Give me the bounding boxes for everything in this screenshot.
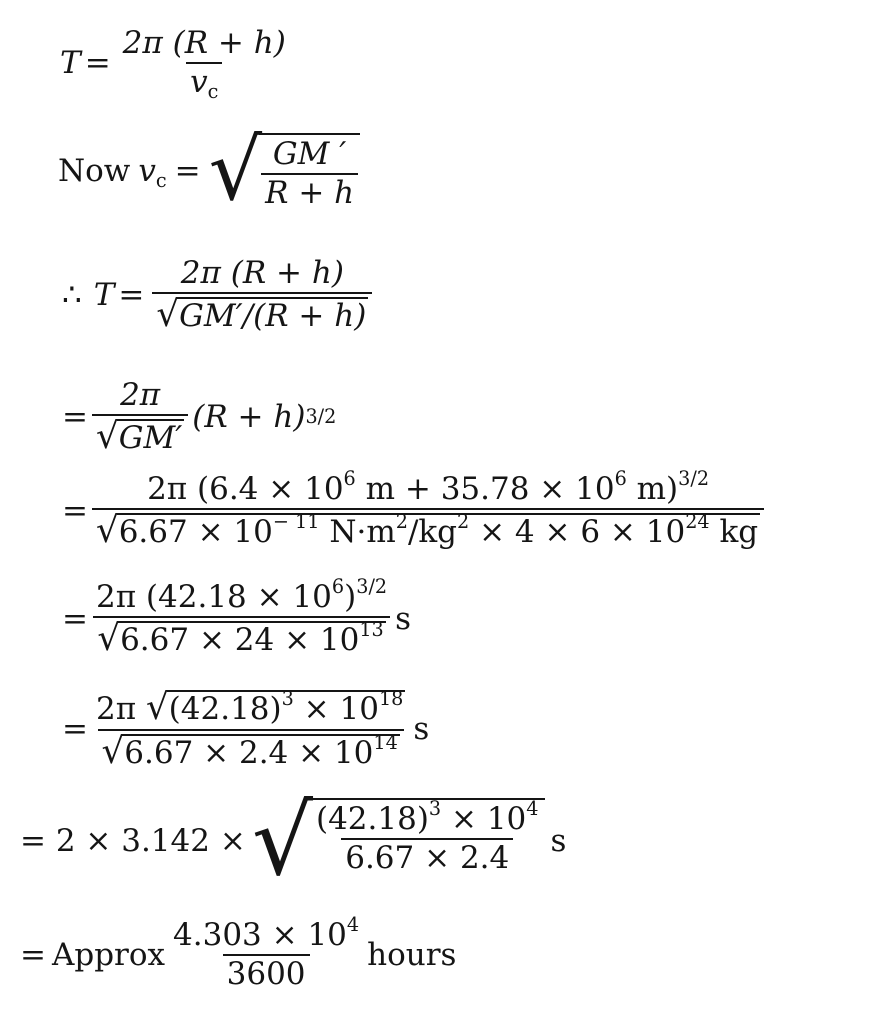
equation-numeric-substitution [62,467,768,551]
equation-orbital-velocity [58,121,360,219]
numerator: 2π (R + h) [180,255,344,291]
equation-period-substituted [62,255,376,335]
sqrt-icon: √ [95,510,119,551]
denominator: √ $6.67 \times 24 \times 10^{13}$ [93,616,389,657]
equation-result [20,913,457,992]
numerator: GM ′ [272,136,347,172]
numerator: $4.303 \times 10^4$ [173,913,360,953]
fraction [169,913,363,992]
numerator: $(42.18)^3 \times 10^4$ [315,797,539,837]
fraction [92,687,409,772]
equation-step-7 [62,687,430,772]
denominator: √ GM′ [92,414,188,455]
equals-sign: = [62,492,88,529]
sqrt-icon: √ [208,121,263,219]
equals-sign: = [62,600,88,637]
sqrt-icon: √ [97,618,121,659]
equals-sign: = [84,44,111,81]
fraction [92,467,764,551]
numerator: 2π [120,377,161,413]
unit-hours: hours [367,936,457,973]
denominator: R + h [261,173,358,209]
denominator: $v_c$ [186,62,222,98]
fraction [152,255,372,335]
denominator: √ $6.67 \times 10^{- 11}$ $N\cdot m^2/kg^2 \times 4 \times 6 \times 10^{24}$ kg [92,508,764,549]
unit-seconds: s [550,822,567,859]
sqrt-icon: √ [95,416,119,457]
denominator: √ GM′/(R + h) [152,292,372,333]
fraction [92,575,391,659]
word-approx: Approx [51,936,166,973]
square-root [251,785,545,897]
equals-sign: = [62,398,88,435]
unit-seconds: s [413,711,430,748]
equals-sign: = [118,276,145,313]
equals-sign: = [20,936,46,973]
symbol-vc: $v_c$ [138,152,167,192]
numerator: 2π ($6.4 \times 10^6$ $m + 35.78 \times 10^6$ m)$^{3/2}$ [147,467,710,507]
symbol-T: T [93,276,115,313]
equation-period-formula [60,25,294,103]
equation-step-8 [20,785,567,897]
symbol-T: T [60,44,81,81]
fraction [261,136,358,211]
power-term: (R + h) [192,398,306,435]
sqrt-icon: √ [145,687,169,728]
denominator: 6.67 × 2.4 [341,838,513,874]
square-root [208,121,361,219]
denominator: 3600 [223,954,310,990]
equation-step-6 [62,575,412,659]
sqrt-icon: √ [156,294,180,335]
unit-seconds: s [395,600,412,637]
equation-period-simplified: = 2π √ GM′ (R + h) 3/2 [62,377,337,457]
fraction [312,797,543,876]
equals-sign: = [174,152,201,189]
equals-sign: = [62,711,88,748]
numerator: 2π √ $(42.18)^3 \times 10^{18}$ [95,687,404,728]
fraction [119,25,290,103]
sqrt-icon: √ [251,785,313,897]
therefore-symbol: ∴ [62,276,82,313]
denominator: √ $6.67 \times 2.4 \times 10^{14}$ [98,729,404,770]
numerator: 2π $(42.18 \times 10^6)^{3/2}$ [95,575,388,615]
multiplier-term: = 2 × 3.142 × [20,822,246,859]
numerator: 2π (R + h) [122,25,286,61]
fraction [92,377,188,457]
sqrt-icon: √ [101,730,125,772]
word-now: Now [58,152,131,189]
